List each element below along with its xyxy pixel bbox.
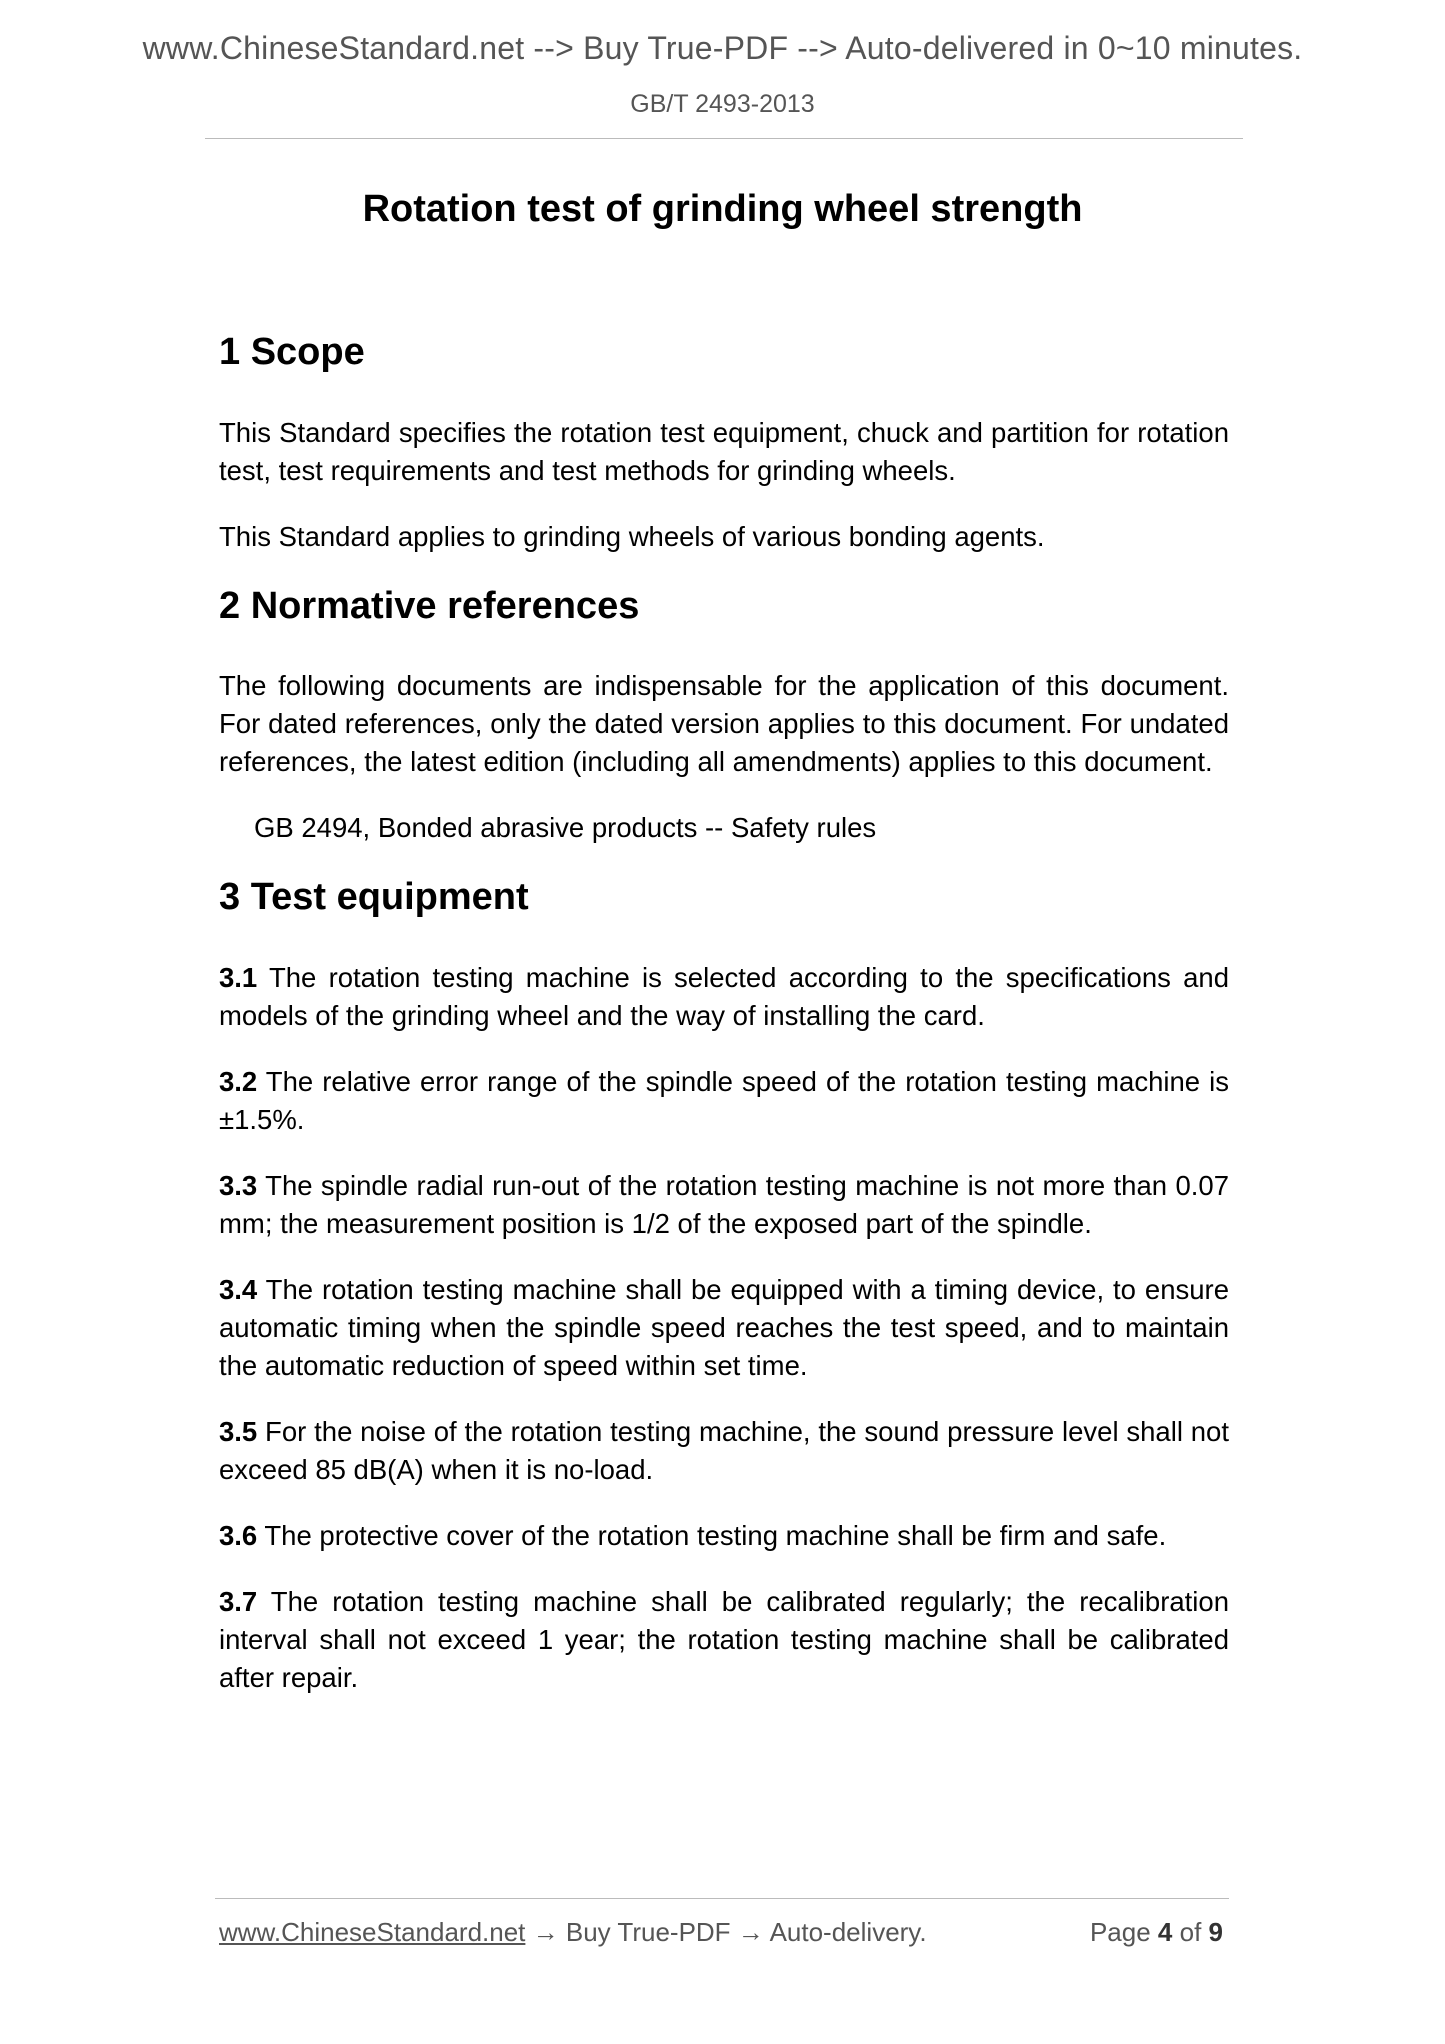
clause-text: The spindle radial run-out of the rotation testing machine is not more than 0.07 mm; the measurement position is 1/2 of the exposed part of the spindle. xyxy=(219,1169,1229,1239)
header-divider xyxy=(205,138,1243,139)
footer-promo xyxy=(219,1917,927,1948)
document-body xyxy=(219,330,1229,1697)
clause-3-4 xyxy=(219,1271,1229,1385)
page-label: Page xyxy=(1089,1917,1151,1947)
footer-divider xyxy=(215,1898,1229,1899)
section-heading-equipment: 3 Test equipment xyxy=(219,876,529,919)
clause-text: The relative error range of the spindle speed of the rotation testing machine is ±1.5%. xyxy=(219,1065,1229,1135)
page-total: 9 xyxy=(1208,1917,1223,1947)
page-current: 4 xyxy=(1157,1917,1173,1947)
clause-number: 3.7 xyxy=(219,1585,258,1617)
clause-3-1 xyxy=(219,959,1229,1035)
clause-number: 3.2 xyxy=(219,1065,258,1097)
clause-text: The rotation testing machine is selected according to the specifications and models of the grinding wheel and the way of installing the card. xyxy=(219,961,1229,1031)
scope-paragraph-1: This Standard specifies the rotation test equipment, chuck and partition for rotation test, test requirements and test methods for grinding wheels. xyxy=(219,416,1229,486)
top-banner: www.ChineseStandard.net --> Buy True-PDF --> Auto-delivered in 0~10 minutes. xyxy=(142,30,1303,66)
page-of: of xyxy=(1179,1917,1202,1947)
section-heading-scope: 1 Scope xyxy=(219,331,365,373)
clause-number: 3.6 xyxy=(219,1519,258,1551)
clause-text: The rotation testing machine shall be equipped with a timing device, to ensure automatic timing when the spindle speed reaches the test speed, and to maintain the automatic reduction of speed within set time. xyxy=(219,1273,1229,1381)
footer-promo-text: → Buy True-PDF → Auto-delivery. xyxy=(525,1917,927,1947)
footer-site-link[interactable]: www.ChineseStandard.net xyxy=(219,1917,526,1947)
clause-text: For the noise of the rotation testing machine, the sound pressure level shall not exceed 85 dB(A) when it is no-load. xyxy=(219,1415,1229,1485)
page-indicator xyxy=(1090,1917,1223,1948)
clause-number: 3.4 xyxy=(219,1273,258,1305)
clause-3-6 xyxy=(219,1517,1229,1555)
scope-paragraph-2: This Standard applies to grinding wheels of various bonding agents. xyxy=(219,520,1045,552)
clause-text: The rotation testing machine shall be calibrated regularly; the recalibration interval shall not exceed 1 year; the rotation testing machine shall be calibrated after repair. xyxy=(219,1585,1229,1693)
document-title: Rotation test of grinding wheel strength xyxy=(362,188,1083,230)
section-heading-normative: 2 Normative references xyxy=(219,584,640,627)
clause-text: The protective cover of the rotation testing machine shall be firm and safe. xyxy=(257,1519,1167,1551)
clause-3-2 xyxy=(219,1063,1229,1139)
clause-3-5 xyxy=(219,1413,1229,1489)
clause-3-3 xyxy=(219,1167,1229,1243)
standard-code: GB/T 2493-2013 xyxy=(630,90,815,118)
clause-number: 3.5 xyxy=(219,1415,258,1447)
clause-number: 3.3 xyxy=(219,1169,258,1201)
normative-paragraph: The following documents are indispensable for the application of this document. For dated references, only the dated version applies to this document. For undated references, the latest edition (including all amendments) applies to this document. xyxy=(219,670,1229,778)
clause-number: 3.1 xyxy=(219,961,258,993)
clause-3-7 xyxy=(219,1583,1229,1697)
reference-item: GB 2494, Bonded abrasive products -- Safety rules xyxy=(254,812,877,844)
